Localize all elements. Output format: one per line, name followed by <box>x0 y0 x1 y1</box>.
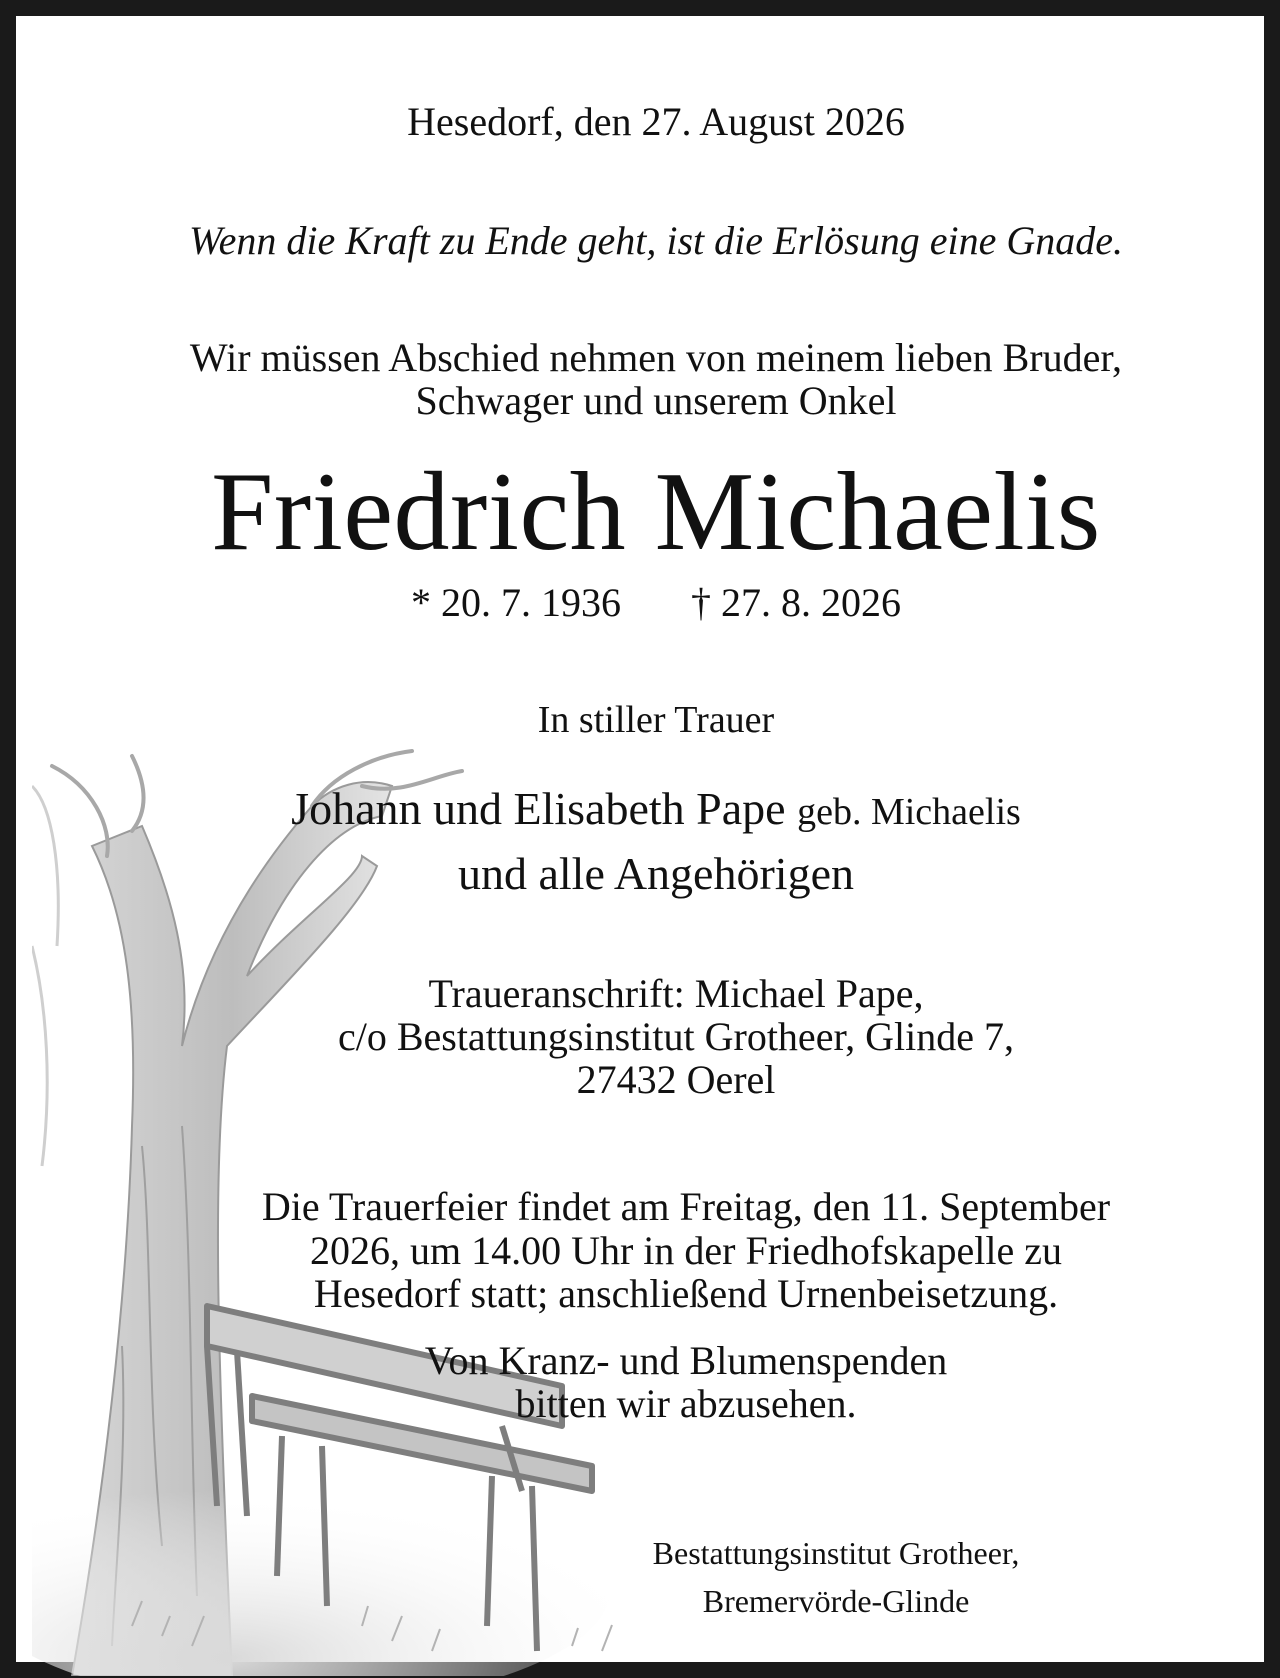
family-others: und alle Angehörigen <box>457 848 854 900</box>
service-line: Hesedorf statt; anschließend Urnenbeisetzung. <box>313 1271 1059 1317</box>
place-and-date: Hesedorf, den 27. August 2026 <box>407 99 905 144</box>
flowers-line: Von Kranz- und Blumenspenden <box>424 1338 948 1383</box>
funeral-service-info <box>16 1185 1280 1316</box>
mourning-phrase: In stiller Trauer <box>537 699 775 741</box>
motto-quote: Wenn die Kraft zu Ende geht, ist die Erlösung eine Gnade. <box>189 218 1123 263</box>
mourners-names <box>16 776 1280 841</box>
address-line: c/o Bestattungsinstitut Grotheer, Glinde 7, <box>337 1014 1015 1060</box>
service-line: 2026, um 14.00 Uhr in der Friedhofskapelle zu <box>309 1227 1063 1273</box>
life-dates <box>16 581 1280 626</box>
service-line: Die Trauerfeier findet am Freitag, den 11. September <box>261 1184 1111 1229</box>
death-date: † 27. 8. 2026 <box>691 580 901 625</box>
mourners <box>16 776 1280 907</box>
address-line: Traueranschrift: Michael Pape, <box>428 971 924 1016</box>
mourning-address <box>16 972 1280 1102</box>
birth-date: * 20. 7. 1936 <box>411 580 621 625</box>
flowers-request <box>16 1339 1280 1425</box>
deceased-name: Friedrich Michaelis <box>211 450 1101 574</box>
undertaker-line: Bestattungsinstitut Grotheer, <box>652 1535 1020 1571</box>
family-geb: geb. Michaelis <box>797 791 1021 833</box>
flowers-line: bitten wir abzusehen. <box>515 1381 857 1427</box>
undertaker-credit <box>576 1529 1096 1625</box>
intro-line: Schwager und unserem Onkel <box>415 378 897 424</box>
undertaker-line: Bremervörde-Glinde <box>702 1583 970 1619</box>
address-line: 27432 Oerel <box>576 1057 776 1103</box>
family-main: Johann und Elisabeth Pape <box>291 783 786 834</box>
intro-line: Wir müssen Abschied nehmen von meinem lieben Bruder, <box>189 335 1123 380</box>
intro-text <box>16 336 1280 422</box>
